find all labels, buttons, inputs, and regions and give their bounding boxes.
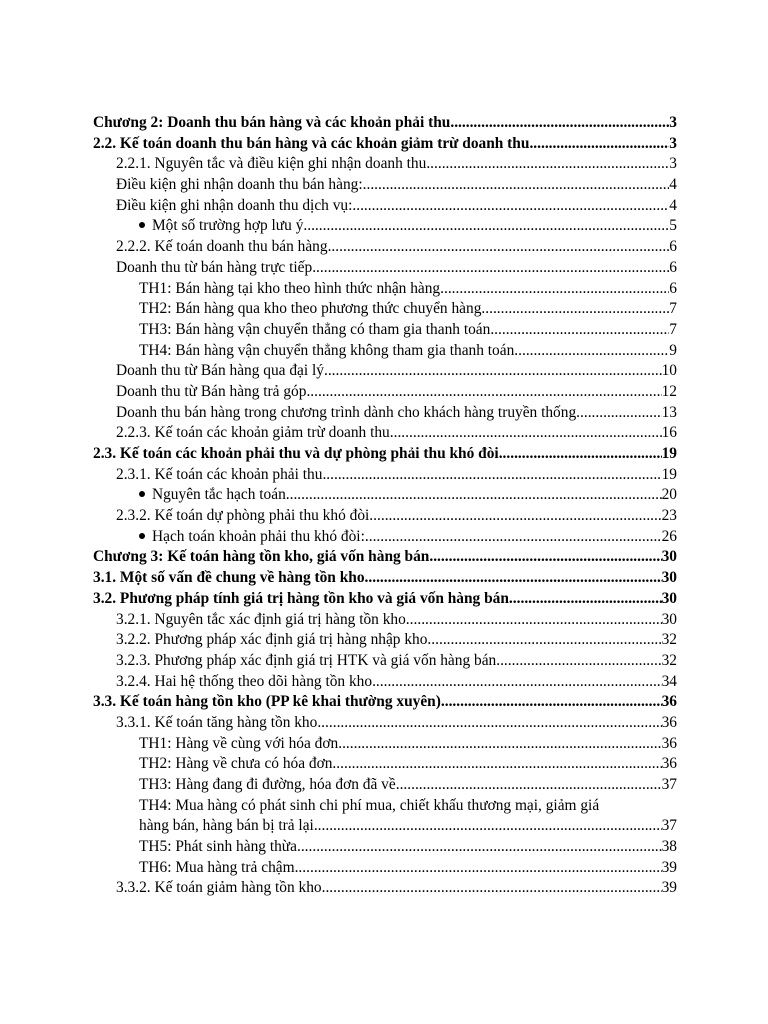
toc-entry-title: 2.2.3. Kế toán các khoản giảm trừ doanh thu xyxy=(116,424,390,442)
toc-entry-title: TH1: Hàng về cùng với hóa đơn xyxy=(139,734,339,752)
toc-entry-title: TH4: Mua hàng có phát sinh chi phí mua, chiết khấu thương mại, giảm giá xyxy=(139,796,600,814)
toc-entry[interactable] xyxy=(93,258,677,279)
dot-leader xyxy=(441,692,662,713)
toc-entry[interactable] xyxy=(93,672,677,693)
dot-leader xyxy=(365,527,662,548)
dot-leader xyxy=(317,713,661,734)
toc-entry-title: TH2: Hàng về chưa có hóa đơn xyxy=(139,755,333,773)
toc-entry-title-wrap xyxy=(139,754,332,775)
toc-entry-title: TH5: Phát sinh hàng thừa xyxy=(139,838,297,856)
toc-entry[interactable] xyxy=(93,485,677,506)
table-of-contents xyxy=(93,113,677,899)
toc-page-number: 19 xyxy=(661,465,677,483)
toc-entry[interactable] xyxy=(93,361,677,382)
toc-entry-title: Doanh thu từ Bán hàng trả góp xyxy=(116,382,307,400)
toc-entry-title-wrap xyxy=(139,299,481,320)
toc-entry[interactable] xyxy=(93,423,677,444)
toc-page-number: 3 xyxy=(669,155,677,173)
toc-entry-title-wrap xyxy=(116,713,317,734)
bullet-icon xyxy=(139,222,145,228)
toc-entry-title-wrap xyxy=(116,506,369,527)
toc-entry-title: TH1: Bán hàng tại kho theo hình thức nhận hàng xyxy=(139,279,441,297)
toc-entry-title: TH3: Bán hàng vận chuyển thẳng có tham gia thanh toán xyxy=(139,320,491,338)
toc-entry[interactable] xyxy=(93,382,677,403)
toc-entry-title-wrap xyxy=(93,589,509,610)
dot-leader xyxy=(363,175,670,196)
bullet-icon xyxy=(139,533,145,539)
toc-entry[interactable] xyxy=(93,754,677,775)
toc-entry-title-wrap xyxy=(139,320,490,341)
toc-entry-title-wrap xyxy=(116,154,426,175)
toc-page-number: 34 xyxy=(661,672,677,690)
toc-entry-title-wrap xyxy=(139,734,338,755)
toc-entry-title-wrap xyxy=(116,651,496,672)
toc-page-number: 39 xyxy=(661,858,677,876)
toc-entry[interactable] xyxy=(93,216,677,237)
dot-leader xyxy=(303,216,669,237)
toc-page-number: 36 xyxy=(661,693,677,711)
dot-leader xyxy=(481,299,669,320)
toc-entry-title: 2.3.1. Kế toán các khoản phải thu xyxy=(116,465,323,483)
toc-entry-title-wrap xyxy=(93,547,429,568)
toc-entry-title-wrap xyxy=(93,134,529,155)
toc-entry-title-wrap xyxy=(116,465,322,486)
toc-entry-title: 3.3.1. Kế toán tăng hàng tồn kho xyxy=(116,713,318,731)
toc-page-number: 38 xyxy=(661,838,677,856)
dot-leader xyxy=(322,878,662,899)
toc-page-number: 30 xyxy=(661,610,677,628)
toc-page-number: 4 xyxy=(669,196,677,214)
toc-page-number: 30 xyxy=(661,569,677,587)
toc-entry-title: Điều kiện ghi nhận doanh thu dịch vụ: xyxy=(116,196,353,214)
dot-leader xyxy=(365,568,662,589)
dot-leader xyxy=(514,341,669,362)
dot-leader xyxy=(496,651,661,672)
toc-entry[interactable] xyxy=(93,403,677,424)
dot-leader xyxy=(429,547,661,568)
toc-page-number: 13 xyxy=(661,403,677,421)
toc-page-number: 37 xyxy=(661,817,677,835)
toc-entry[interactable] xyxy=(93,692,677,713)
toc-entry-title-wrap xyxy=(139,775,396,796)
toc-entry-title-wrap xyxy=(116,403,576,424)
toc-entry-title: TH2: Bán hàng qua kho theo phương thức chuyển hàng xyxy=(139,300,482,318)
toc-entry-title-continued xyxy=(139,816,677,837)
toc-entry-title: 3.2.2. Phương pháp xác định giá trị hàng nhập kho xyxy=(116,631,428,649)
toc-entry[interactable] xyxy=(93,444,677,465)
toc-entry-title-wrap xyxy=(139,279,440,300)
bullet-icon xyxy=(139,491,145,497)
dot-leader xyxy=(306,382,661,403)
toc-entry[interactable] xyxy=(93,196,677,217)
dot-leader xyxy=(286,485,662,506)
toc-page-number: 19 xyxy=(661,445,677,462)
dot-leader xyxy=(499,444,662,465)
toc-entry[interactable] xyxy=(93,175,677,196)
dot-leader xyxy=(338,734,661,755)
toc-entry[interactable] xyxy=(93,465,677,486)
dot-leader xyxy=(406,610,662,631)
dot-leader xyxy=(324,361,662,382)
toc-page-number: 7 xyxy=(669,320,677,338)
toc-page-number: 12 xyxy=(661,382,677,400)
toc-entry-title: 2.2. Kế toán doanh thu bán hàng và các khoản giảm trừ doanh thu xyxy=(93,134,530,152)
toc-page-number: 10 xyxy=(661,362,677,380)
dot-leader xyxy=(390,423,662,444)
dot-leader xyxy=(322,465,661,486)
toc-entry[interactable] xyxy=(93,237,677,258)
toc-page-number: 9 xyxy=(669,341,677,359)
toc-entry-title: 3.2.1. Nguyên tắc xác định giá trị hàng tồn kho xyxy=(116,610,406,628)
toc-page-number: 6 xyxy=(669,238,677,256)
toc-entry-title: 2.3. Kế toán các khoản phải thu và dự phòng phải thu khó đòi xyxy=(93,445,499,462)
dot-leader xyxy=(427,630,661,651)
toc-page-number: 36 xyxy=(661,713,677,731)
toc-entry-title-wrap xyxy=(116,878,322,899)
toc-entry-title: Điều kiện ghi nhận doanh thu bán hàng: xyxy=(116,176,363,194)
dot-leader xyxy=(312,258,669,279)
toc-page-number: 6 xyxy=(669,258,677,276)
toc-page-number: 39 xyxy=(661,879,677,897)
toc-page-number: 16 xyxy=(661,424,677,442)
toc-entry-title-wrap xyxy=(116,423,390,444)
toc-entry-title-wrap xyxy=(139,341,514,362)
toc-page-number: 4 xyxy=(669,176,677,194)
toc-page-number: 26 xyxy=(661,527,677,545)
toc-entry-title: Chương 3: Kế toán hàng tồn kho, giá vốn hàng bán xyxy=(93,548,430,566)
toc-entry-title-wrap xyxy=(93,444,499,465)
toc-entry-title: 3.3. Kế toán hàng tồn kho (PP kê khai thường xuyên) xyxy=(93,693,441,711)
toc-page-number: 30 xyxy=(661,548,677,566)
toc-entry[interactable] xyxy=(93,320,677,341)
toc-entry[interactable] xyxy=(93,878,677,899)
toc-entry-title: 3.2.4. Hai hệ thống theo dõi hàng tồn kho xyxy=(116,672,373,690)
toc-entry-title: 3.3.2. Kế toán giảm hàng tồn kho xyxy=(116,879,322,897)
toc-entry-title: 2.2.1. Nguyên tắc và điều kiện ghi nhận doanh thu xyxy=(116,155,427,173)
dot-leader xyxy=(576,403,661,424)
toc-entry[interactable] xyxy=(93,527,677,548)
toc-entry-title: 2.2.2. Kế toán doanh thu bán hàng xyxy=(116,238,328,256)
dot-leader xyxy=(372,672,662,693)
toc-entry[interactable] xyxy=(93,796,677,837)
toc-entry-title-wrap xyxy=(116,382,306,403)
dot-leader xyxy=(440,279,669,300)
dot-leader xyxy=(314,816,662,837)
toc-entry-title-wrap xyxy=(116,175,363,196)
toc-entry-title: Doanh thu bán hàng trong chương trình dành cho khách hàng truyền thống xyxy=(116,403,577,421)
toc-entry[interactable] xyxy=(93,589,677,610)
toc-entry-title-wrap xyxy=(93,692,441,713)
toc-entry[interactable] xyxy=(93,568,677,589)
dot-leader xyxy=(450,113,669,134)
toc-entry-title-wrap xyxy=(116,237,328,258)
toc-entry[interactable] xyxy=(93,299,677,320)
dot-leader xyxy=(297,837,662,858)
toc-entry[interactable] xyxy=(93,858,677,879)
toc-entry[interactable] xyxy=(93,651,677,672)
toc-entry-title-wrap xyxy=(139,837,297,858)
toc-page-number: 20 xyxy=(661,486,677,504)
toc-entry-title: 3.1. Một số vấn đề chung về hàng tồn kho xyxy=(93,569,365,587)
dot-leader xyxy=(396,775,662,796)
dot-leader xyxy=(369,506,661,527)
toc-entry-title-wrap xyxy=(116,630,427,651)
toc-entry-title: TH4: Bán hàng vận chuyển thẳng không tham gia thanh toán xyxy=(139,341,515,359)
toc-entry-title: Hạch toán khoản phải thu khó đòi: xyxy=(152,527,365,545)
toc-page-number: 23 xyxy=(661,507,677,525)
dot-leader xyxy=(352,196,669,217)
toc-page-number: 32 xyxy=(661,631,677,649)
toc-page-number: 37 xyxy=(661,776,677,793)
toc-entry-title: Một số trường hợp lưu ý xyxy=(152,217,304,235)
toc-page-number: 36 xyxy=(661,755,677,773)
toc-page-number: 7 xyxy=(669,300,677,318)
dot-leader xyxy=(529,134,669,155)
toc-entry[interactable] xyxy=(93,154,677,175)
toc-entry-title-wrap xyxy=(93,113,450,134)
toc-entry-title: Doanh thu từ Bán hàng qua đại lý xyxy=(116,362,324,380)
toc-entry-title-wrap xyxy=(139,216,303,237)
dot-leader xyxy=(332,754,661,775)
toc-page-number: 3 xyxy=(669,134,677,152)
toc-entry-title-wrap xyxy=(116,258,312,279)
toc-entry-title-wrap xyxy=(116,672,372,693)
toc-page-number: 32 xyxy=(661,651,677,669)
toc-entry-title: 2.3.2. Kế toán dự phòng phải thu khó đòi xyxy=(116,507,370,525)
toc-entry-title-wrap xyxy=(116,361,324,382)
toc-entry-title: 3.2.3. Phương pháp xác định giá trị HTK và giá vốn hàng bán xyxy=(116,651,497,669)
toc-entry-title-line2: hàng bán, hàng bán bị trả lại xyxy=(139,817,314,835)
toc-entry-title-wrap xyxy=(93,568,365,589)
toc-entry[interactable] xyxy=(93,279,677,300)
toc-page-number: 30 xyxy=(661,589,677,607)
toc-entry[interactable] xyxy=(93,775,677,796)
toc-entry[interactable] xyxy=(93,341,677,362)
dot-leader xyxy=(426,154,669,175)
toc-entry-title: 3.2. Phương pháp tính giá trị hàng tồn kho và giá vốn hàng bán xyxy=(93,589,509,607)
toc-entry[interactable] xyxy=(93,734,677,755)
toc-entry-title-wrap xyxy=(116,196,352,217)
dot-leader xyxy=(328,237,670,258)
toc-entry[interactable] xyxy=(93,610,677,631)
toc-entry[interactable] xyxy=(93,837,677,858)
toc-entry-title-wrap xyxy=(139,485,286,506)
toc-page-number: 6 xyxy=(669,279,677,297)
toc-page-number: 3 xyxy=(669,114,677,131)
toc-entry[interactable] xyxy=(93,547,677,568)
toc-entry[interactable] xyxy=(93,134,677,155)
toc-entry-title: TH3: Hàng đang đi đường, hóa đơn đã về xyxy=(139,776,396,793)
dot-leader xyxy=(509,589,662,610)
toc-entry-title: Doanh thu từ bán hàng trực tiếp xyxy=(116,258,313,276)
toc-entry[interactable] xyxy=(93,630,677,651)
toc-entry[interactable] xyxy=(93,713,677,734)
toc-entry-title: Nguyên tắc hạch toán xyxy=(152,486,286,504)
dot-leader xyxy=(295,858,662,879)
dot-leader xyxy=(490,320,669,341)
toc-entry-title-wrap xyxy=(139,858,295,879)
toc-entry[interactable] xyxy=(93,113,677,134)
toc-entry-title: TH6: Mua hàng trả chậm xyxy=(139,858,295,876)
toc-page-number: 36 xyxy=(661,734,677,752)
toc-entry[interactable] xyxy=(93,506,677,527)
toc-entry-title-wrap xyxy=(116,610,406,631)
toc-entry-title-wrap xyxy=(139,527,365,548)
toc-entry-title: Chương 2: Doanh thu bán hàng và các khoản phải thu xyxy=(93,114,451,131)
toc-page-number: 5 xyxy=(669,217,677,235)
